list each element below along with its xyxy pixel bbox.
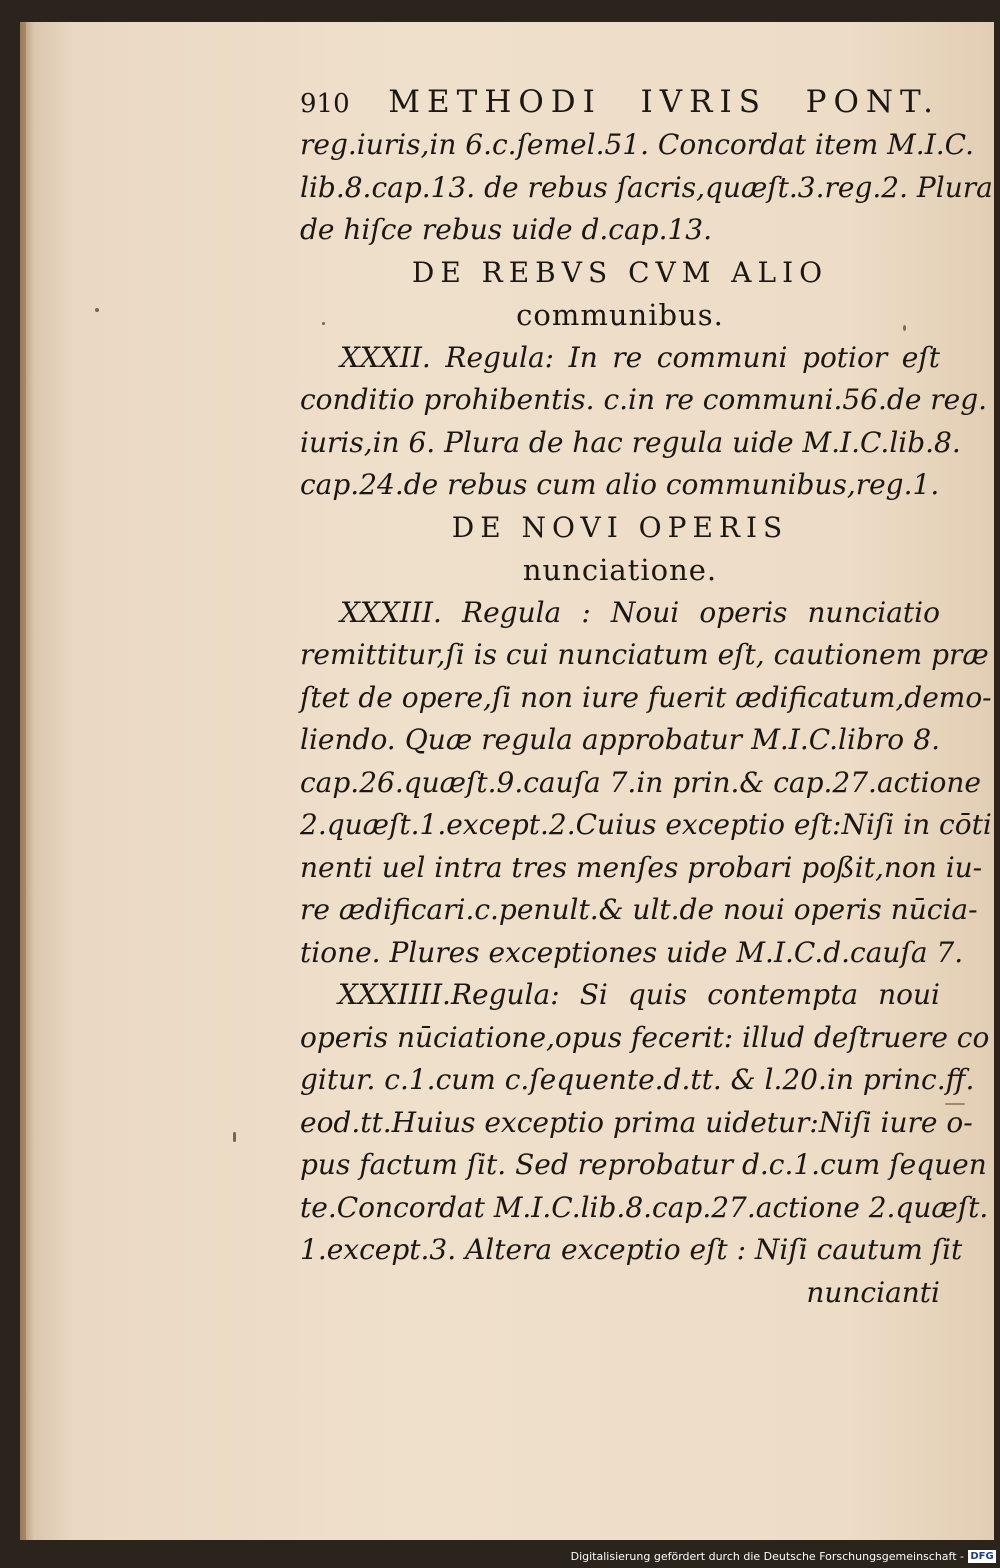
rule-line: tione. Plures exceptiones uide M.I.C.d.cauſa 7. [300, 935, 964, 969]
page-text [300, 80, 993, 1314]
section-title: DE REBVS CVM ALIO [411, 255, 829, 289]
gutter-shadow [20, 22, 34, 1540]
rule-line: liendo. Quæ regula approbatur M.I.C.libro 8. [300, 723, 940, 756]
rule-line: conditio prohibentis. c.in re communi.56.de reg. [300, 383, 988, 416]
paper-speck [95, 308, 99, 312]
rule-line: re ædificari.c.penult.& ult.de noui operis nūcia- [300, 893, 978, 926]
paper-speck [945, 1103, 965, 1105]
section-subtitle: communibus. [516, 298, 724, 332]
rule-line: eod.tt.Huius exceptio prima uidetur:Niſi iure o- [300, 1105, 973, 1139]
paper-speck [233, 1132, 236, 1142]
running-head [300, 80, 940, 124]
rule-line: pus factum ſit. Sed reprobatur d.c.1.cum ſequen [300, 1148, 987, 1181]
rule-line: cap.24.de rebus cum alio communibus,reg.1. [300, 468, 940, 501]
text-line: lib.8.cap.13. de rebus ſacris,quæſt.3.reg.2. Plura [300, 170, 993, 204]
rule-line: remittitur,ſi is cui nunciatum eſt, cautionem præ [300, 638, 989, 671]
text-line: de hiſce rebus uide d.cap.13. [300, 213, 713, 246]
rule-line: nenti uel intra tres menſes probari poßit,non iu- [300, 850, 983, 884]
running-head-title: METHODI IVRIS PONT. [388, 84, 940, 120]
rule-line: ſtet de opere,ſi non iure fuerit ædificatum,demo- [300, 680, 992, 714]
digitization-credit: Digitalisierung gefördert durch die Deutsche Forschungsgemeinschaft - [570, 1550, 964, 1563]
text-line: reg.iuris,in 6.c.ſemel.51. Concordat item M.I.C. [300, 128, 974, 161]
rule-line: XXXIII. Regula : Noui operis nunciatio [340, 595, 940, 629]
catchword: nuncianti [806, 1275, 940, 1309]
section-subtitle: nunciatione. [522, 553, 718, 587]
page-number: 910 [300, 89, 350, 119]
rule-line: 2.quæſt.1.except.2.Cuius exceptio eſt:Niſi in cōti [300, 808, 992, 841]
rule-line: gitur. c.1.cum c.ſequente.d.tt. & l.20.in princ.ff. [300, 1063, 975, 1096]
rule-line: iuris,in 6. Plura de hac regula uide M.I.C.lib.8. [300, 425, 961, 459]
rule-line: 1.except.3. Altera exceptio eſt : Niſi cautum ſit [300, 1233, 963, 1266]
dfg-logo: DFG [968, 1550, 996, 1563]
section-title: DE NOVI OPERIS [451, 510, 789, 544]
rule-line: cap.26.quæſt.9.cauſa 7.in prin.& cap.27.actione [300, 765, 981, 799]
rule-line: XXXIIII.Regula: Si quis contempta noui [338, 978, 940, 1011]
rule-line: operis nūciatione,opus fecerit: illud deſtruere co [300, 1020, 990, 1054]
rule-line: te.Concordat M.I.C.lib.8.cap.27.actione 2.quæſt. [300, 1190, 989, 1224]
rule-line: XXXII. Regula: In re communi potior eſt [340, 340, 940, 374]
